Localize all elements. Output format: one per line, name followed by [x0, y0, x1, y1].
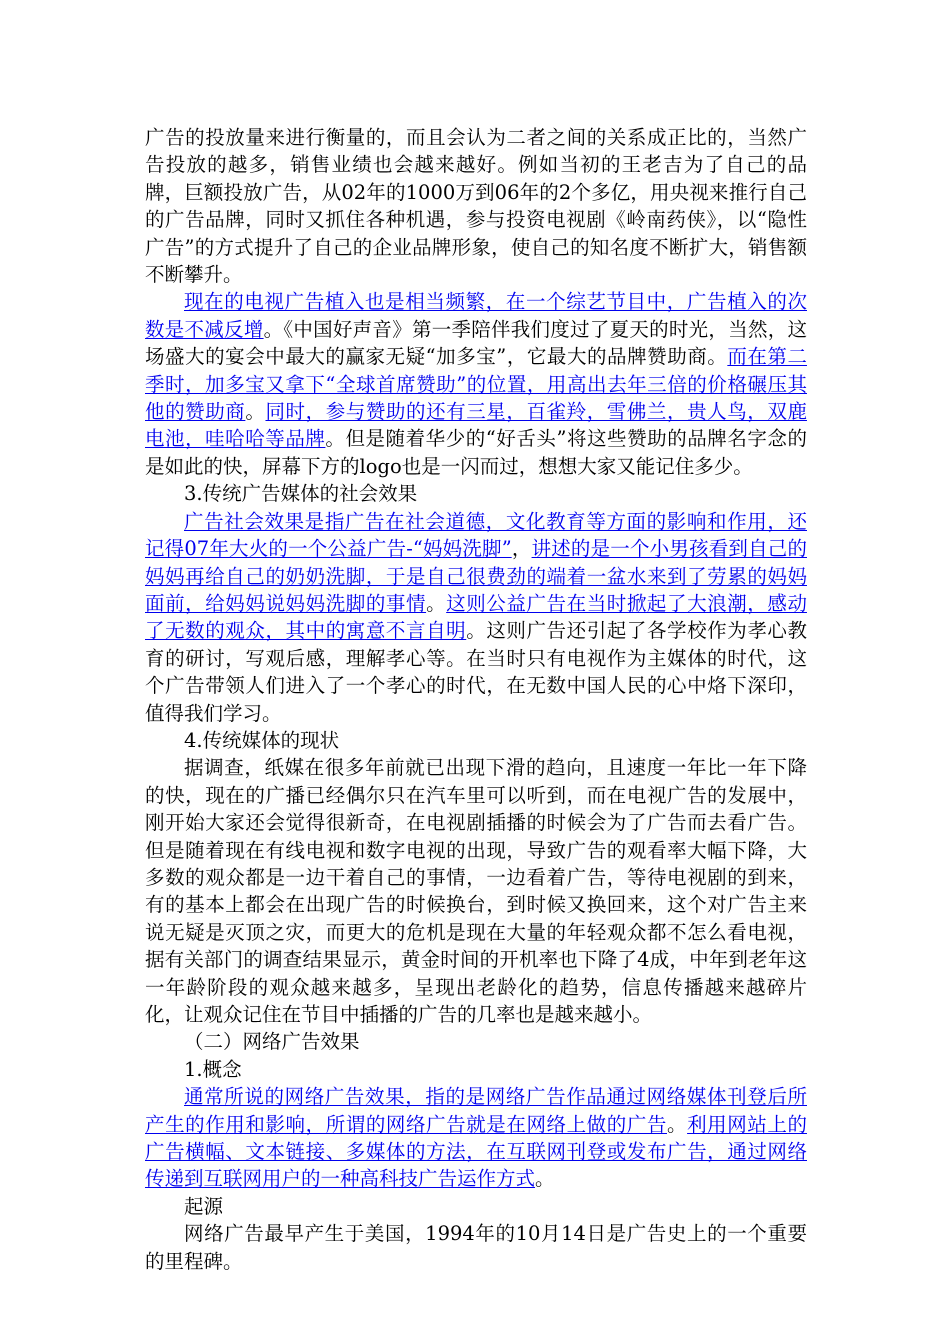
paragraph-social-effect: [145, 508, 807, 727]
text-segment: 。: [426, 591, 447, 615]
text-segment: 。: [245, 400, 266, 424]
link-ad-story[interactable]: 讲述的是一个小男孩看到自己的妈妈再给自己的奶奶洗脚，于是自己很费劲的端着一盆水来到了劳累的妈妈面前，给妈妈说妈妈洗脚的事情: [145, 537, 807, 615]
paragraph-wanglaoji: 广告的投放量来进行衡量的，而且会认为二者之间的关系成正比的，当然广告投放的越多，销售业绩也会越来越好。例如当初的王老吉为了自己的品牌，巨额投放广告，从02年的1000万到06年的2个多亿，用央视来推行自己的广告品牌，同时又抓住各种机遇，参与投资电视剧《岭南药侠》，以“隐性广告”的方式提升了自己的企业品牌形象，使自己的知名度不断扩大，销售额不断攀升。: [145, 126, 807, 287]
link-jiaduobao-sponsor[interactable]: 而在第二季时，加多宝又拿下“全球首席赞助”的位置，用高出去年三倍的价格碾压其他的赞助商: [145, 345, 807, 424]
paragraph-origin: 网络广告最早产生于美国，1994年的10月14日是广告史上的一个重要的里程碑。: [145, 1222, 807, 1273]
link-social-effect-definition[interactable]: 广告社会效果是指广告在社会道德，文化教育等方面的影响和作用，还记得07年大火的一个公益广告-“妈妈洗脚”: [145, 509, 807, 561]
text-segment: 。这则广告还引起了各学校作为孝心教育的研讨，写观后感，理解孝心等。在当时只有电视作为主媒体的时代，这个广告带领人们进入了一个孝心的时代，在无数中国人民的心中烙下深印，值得我们学习。: [145, 619, 807, 725]
text-segment: 。: [667, 1112, 688, 1136]
document-page: [145, 124, 807, 1275]
text-segment: 。但是随着华少的“好舌头”将这些赞助的品牌名字念的是如此的快，屏幕下方的logo也是一闪而过，想想大家又能记住多少。: [145, 427, 807, 478]
paragraph-media-status: 据调查，纸媒在很多年前就已出现下滑的趋向，且速度一年比一年下降的快，现在的广播已经偶尔只在汽车里可以听到，而在电视广告的发展中，刚开始大家还会觉得很新奇，在电视剧插播的时候会为了广告而去看广告。但是随着现在有线电视和数字电视的出现，导致广告的观看率大幅下降，大多数的观众都是一边干着自己的事情，一边看着广告，等待电视剧的到来，有的基本上都会在出现广告的时候换台，到时候又换回来，这个对广告主来说无疑是灭顶之灾，而更大的危机是现在大量的年轻观众都不怎么看电视，据有关部门的调查结果显示，黄金时间的开机率也下降了4成，中年到老年这一年龄阶段的观众越来越多，呈现出老龄化的趋势，信息传播越来越碎片化，让观众记住在节目中插播的广告的几率也是越来越小。: [145, 756, 807, 1026]
text-segment: ，: [511, 537, 532, 561]
section-heading-concept: 1.概念: [184, 1057, 242, 1081]
section-heading-online-ad: （二）网络广告效果: [184, 1030, 360, 1054]
text-segment: 。: [535, 1167, 555, 1191]
link-tv-placement[interactable]: 现在的电视广告植入也是相当频繁，在一个综艺节目中，广告植入的次数是不减反增: [145, 290, 807, 341]
paragraph-tv-placement: [145, 288, 807, 480]
section-heading-social-effect: 3.传统广告媒体的社会效果: [184, 482, 418, 506]
paragraph-concept: [145, 1083, 807, 1193]
link-ad-impact[interactable]: 这则公益广告在当时掀起了大浪潮，感动了无数的观众，其中的寓意不言自明: [145, 591, 807, 643]
text-segment: 。《中国好声音》第一季陪伴我们度过了夏天的时光，当然，这场盛大的宴会中最大的赢家无疑“加多宝”，它最大的品牌赞助商。: [145, 317, 807, 369]
link-concept-method[interactable]: 利用网站上的广告横幅、文本链接、多媒体的方法，在互联网刊登或发布广告，通过网络传递到互联网用户的一种高科技广告运作方式: [145, 1112, 807, 1191]
link-concept-definition[interactable]: 通常所说的网络广告效果，指的是网络广告作品通过网络媒体刊登后所产生的作用和影响，所谓的网络广告就是在网络上做的广告: [145, 1085, 807, 1136]
section-heading-origin: 起源: [184, 1194, 224, 1218]
link-other-sponsors[interactable]: 同时，参与赞助的还有三星，百雀羚，雪佛兰，贵人鸟，双鹿电池，哇哈哈等品牌: [145, 400, 807, 451]
section-heading-media-status: 4.传统媒体的现状: [184, 728, 340, 752]
